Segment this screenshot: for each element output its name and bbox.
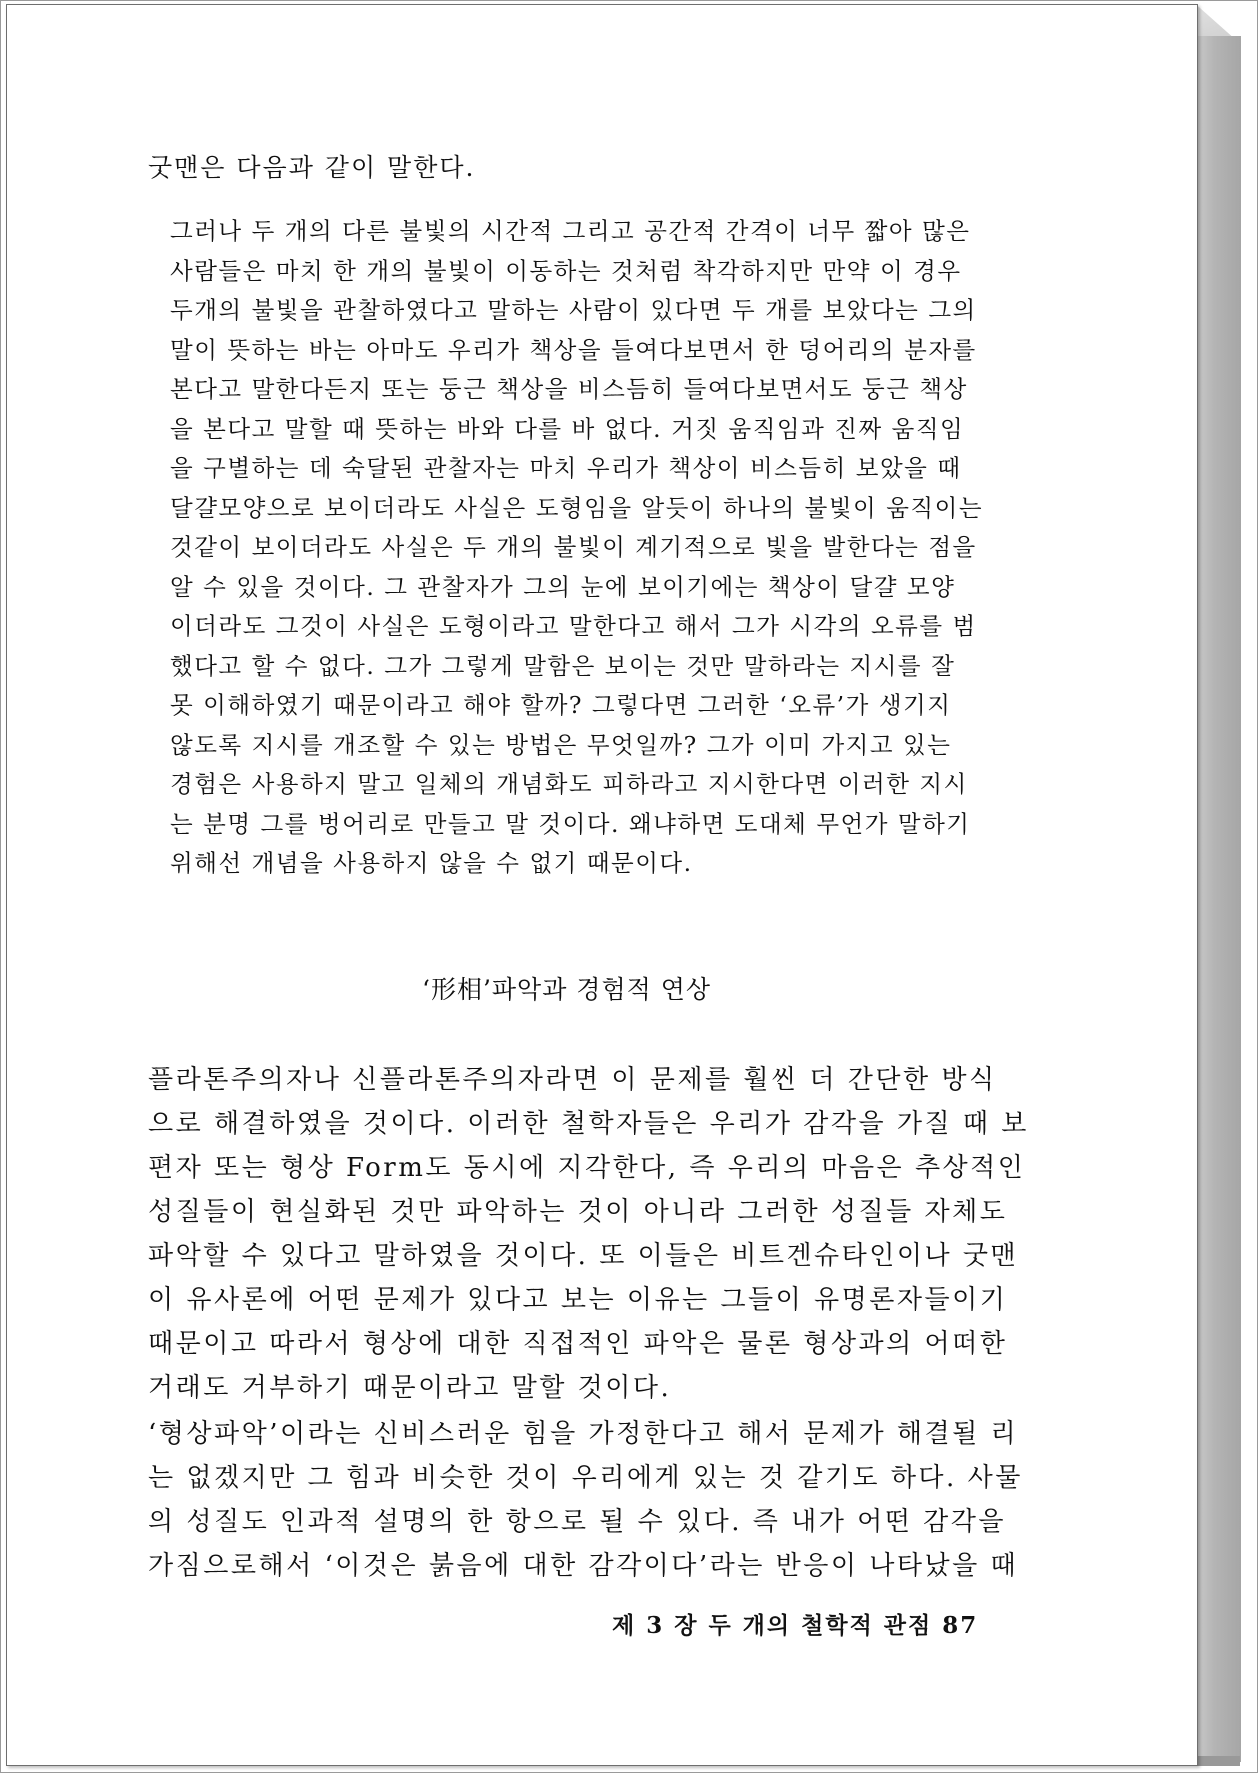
- block-quote: [170, 212, 1016, 884]
- quote-line: 않도록 지시를 개조할 수 있는 방법은 무엇일까? 그가 이미 가지고 있는: [170, 730, 952, 759]
- paragraph-line: 때문이고 따라서 형상에 대한 직접적인 파악은 물론 형상과의 어떠한: [148, 1329, 1008, 1359]
- book-spine-bottom: [1196, 1756, 1240, 1766]
- paragraph-line: 편자 또는 형상 Form도 동시에 지각한다, 즉 우리의 마음은 추상적인: [148, 1153, 1026, 1183]
- paragraph-line: 파악할 수 있다고 말하였을 것이다. 또 이들은 비트겐슈타인이나 굿맨: [148, 1241, 1019, 1271]
- quote-line: 경험은 사용하지 말고 일체의 개념화도 피하라고 지시한다면 이러한 지시: [170, 770, 968, 798]
- quote-line: 알 수 있을 것이다. 그 관찰자가 그의 눈에 보이기에는 책상이 달걀 모양: [170, 572, 956, 601]
- paragraph-line: 플라톤주의자나 신플라톤주의자라면 이 문제를 훨씬 더 간단한 방식: [148, 1065, 997, 1095]
- quote-line: 을 구별하는 데 숙달된 관찰자는 마치 우리가 책상이 비스듬히 보았을 때: [170, 454, 962, 482]
- paragraph-line: 는 없겠지만 그 힘과 비슷한 것이 우리에게 있는 것 같기도 하다. 사물: [148, 1463, 1023, 1493]
- paragraph-line: 의 성질도 인과적 설명의 한 항으로 될 수 있다. 즉 내가 어떤 감각을: [148, 1507, 1006, 1537]
- quote-line: 사람들은 마치 한 개의 불빛이 이동하는 것처럼 착각하지만 만약 이 경우: [170, 256, 962, 285]
- quote-line: 본다고 말한다든지 또는 둥근 책상을 비스듬히 들여다보면서도 둥근 책상: [170, 375, 968, 403]
- paragraph-line: 가짐으로해서 ‘이것은 붉음에 대한 감각이다’라는 반응이 나타났을 때: [148, 1551, 1019, 1581]
- quote-line: 달걀모양으로 보이더라도 사실은 도형임을 알듯이 하나의 불빛이 움직이는: [170, 493, 984, 522]
- paragraph-line: 성질들이 현실화된 것만 파악하는 것이 아니라 그러한 성질들 자체도: [148, 1197, 1008, 1227]
- section-heading: ‘形相’파악과 경험적 연상: [422, 975, 711, 1004]
- paragraph-line: 거래도 거부하기 때문이라고 말할 것이다.: [148, 1373, 672, 1403]
- quote-line: 두개의 불빛을 관찰하였다고 말하는 사람이 있다면 두 개를 보았다는 그의: [170, 296, 977, 324]
- quote-line: 위해선 개념을 사용하지 않을 수 없기 때문이다.: [170, 849, 693, 877]
- paragraph-line: 으로 해결하였을 것이다. 이러한 철학자들은 우리가 감각을 가질 때 보: [148, 1109, 1029, 1139]
- book-spine-side: [1196, 36, 1241, 1762]
- paragraph-line: ‘형상파악’이라는 신비스러운 힘을 가정한다고 해서 문제가 해결될 리: [148, 1419, 1019, 1449]
- quote-line: 말이 뜻하는 바는 아마도 우리가 책상을 들여다보면서 한 덩어리의 분자를: [170, 335, 977, 364]
- quote-line: 못 이해하였기 때문이라고 해야 할까? 그렇다면 그러한 ‘오류’가 생기지: [170, 691, 952, 719]
- quote-line: 것같이 보이더라도 사실은 두 개의 불빛이 계기적으로 빛을 발한다는 점을: [170, 533, 977, 561]
- quote-line: 그러나 두 개의 다른 불빛의 시간적 그리고 공간적 간격이 너무 짧아 많은: [170, 217, 971, 245]
- quote-line: 했다고 할 수 없다. 그가 그렇게 말함은 보이는 것만 말하라는 지시를 잘: [170, 651, 956, 680]
- paragraph-line: 이 유사론에 어떤 문제가 있다고 보는 이유는 그들이 유명론자들이기: [148, 1285, 1008, 1315]
- page-footer: 제 3 장 두 개의 철학적 관점 87: [612, 1612, 979, 1639]
- quote-line: 이더라도 그것이 사실은 도형이라고 말한다고 해서 그가 시각의 오류를 범: [170, 612, 977, 640]
- body-paragraph-2: [148, 1412, 1023, 1588]
- quote-line: 는 분명 그를 벙어리로 만들고 말 것이다. 왜냐하면 도대체 무언가 말하기: [170, 809, 971, 838]
- body-paragraph-1: [148, 1058, 1029, 1410]
- intro-line: 굿맨은 다음과 같이 말한다.: [148, 153, 476, 182]
- quote-line: 을 본다고 말할 때 뜻하는 바와 다를 바 없다. 거짓 움직임과 진짜 움직임: [170, 414, 965, 443]
